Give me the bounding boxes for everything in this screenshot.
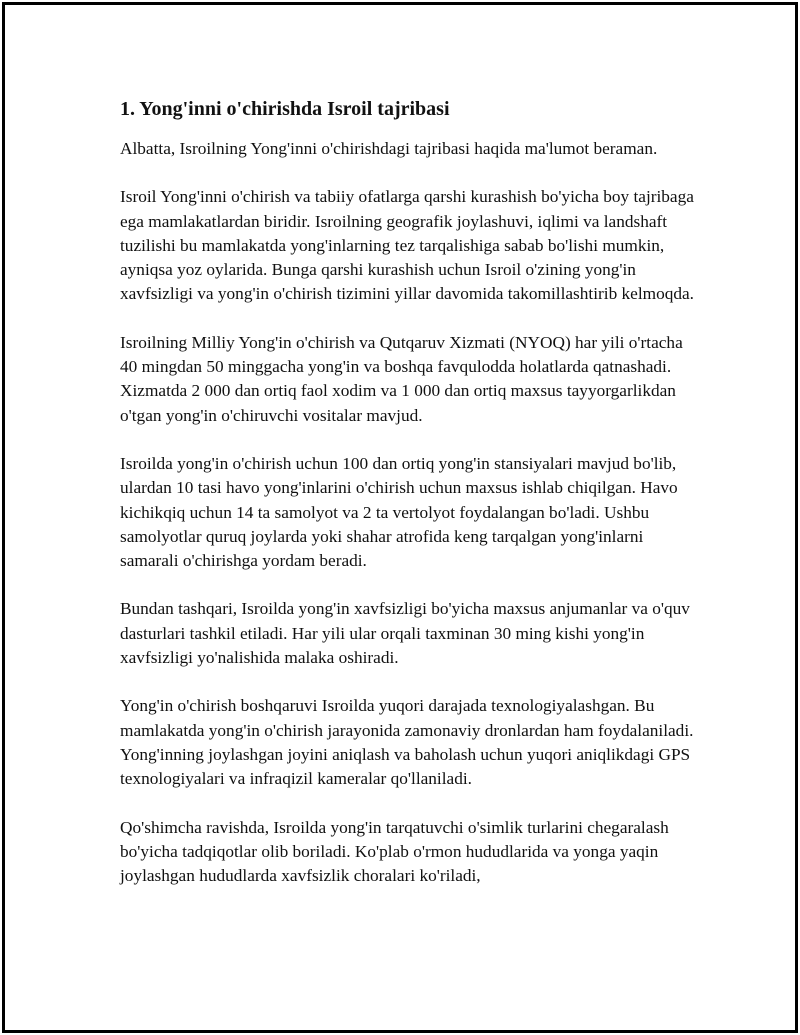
document-body [120,95,695,912]
paragraph-overview: Isroil Yong'inni o'chirish va tabiiy ofatlarga qarshi kurashish bo'yicha boy tajribaga ega mamlakatlardan biridir. Isroilning geografik joylashuvi, iqlimi va landshaft tuzilishi bu mamlakatda yong'inlarning tez tarqalishiga sabab bo'lishi mumkin, ayniqsa yoz oylarida. Bunga qarshi kurashish uchun Isroil o'zining yong'in xavfsizligi va yong'in o'chirish tizimini yillar davomida takomillashtirib kelmoqda. [120,187,695,304]
page-frame [2,2,798,1033]
paragraph-training: Bundan tashqari, Isroilda yong'in xavfsizligi bo'yicha maxsus anjumanlar va o'quv dasturlari tashkil etiladi. Har yili ular orqali taxminan 30 ming kishi yong'in xavfsizligi yo'nalishida malaka oshiradi. [120,599,690,668]
section-heading: 1. Yong'inni o'chirishda Isroil tajribasi [120,98,450,120]
paragraph-intro: Albatta, Isroilning Yong'inni o'chirishdagi tajribasi haqida ma'lumot beraman. [120,139,658,158]
paragraph-stations: Isroilda yong'in o'chirish uchun 100 dan ortiq yong'in stansiyalari mavjud bo'lib, ulardan 10 tasi havo yong'inlarini o'chirish uchun maxsus ishlab chiqilgan. Havo kichikqiq uchun 14 ta samolyot va 2 ta vertolyot foydalangan bo'ladi. Ushbu samolyotlar quruq joylarda yoki shahar atrofida keng tarqalgan yong'inlarni samarali o'chirishga yordam beradi. [120,453,678,571]
paragraph-research: Qo'shimcha ravishda, Isroilda yong'in tarqatuvchi o'simlik turlarini chegaralash bo'yicha tadqiqotlar olib boriladi. Ko'plab o'rmon hududlarida va yonga yaqin joylashgan hududlarda xavfsizlik choralari ko'riladi, [120,817,669,886]
paragraph-technology: Yong'in o'chirish boshqaruvi Isroilda yuqori darajada texnologiyalashgan. Bu mamlakatda yong'in o'chirish jarayonida zamonaviy dronlardan ham foydalaniladi. Yong'inning joylashgan joyini aniqlash va baholash uchun yuqori aniqlikdagi GPS texnologiyalari va infraqizil kameralar qo'llaniladi. [120,696,694,789]
paragraph-national-service: Isroilning Milliy Yong'in o'chirish va Qutqaruv Xizmati (NYOQ) har yili o'rtacha 40 mingdan 50 minggacha yong'in va boshqa favqulodda holatlarda qatnashadi. Xizmatda 2 000 dan ortiq faol xodim va 1 000 dan ortiq maxsus tayyorgarlikdan o'tgan yong'in o'chiruvchi vositalar mavjud. [120,332,683,425]
